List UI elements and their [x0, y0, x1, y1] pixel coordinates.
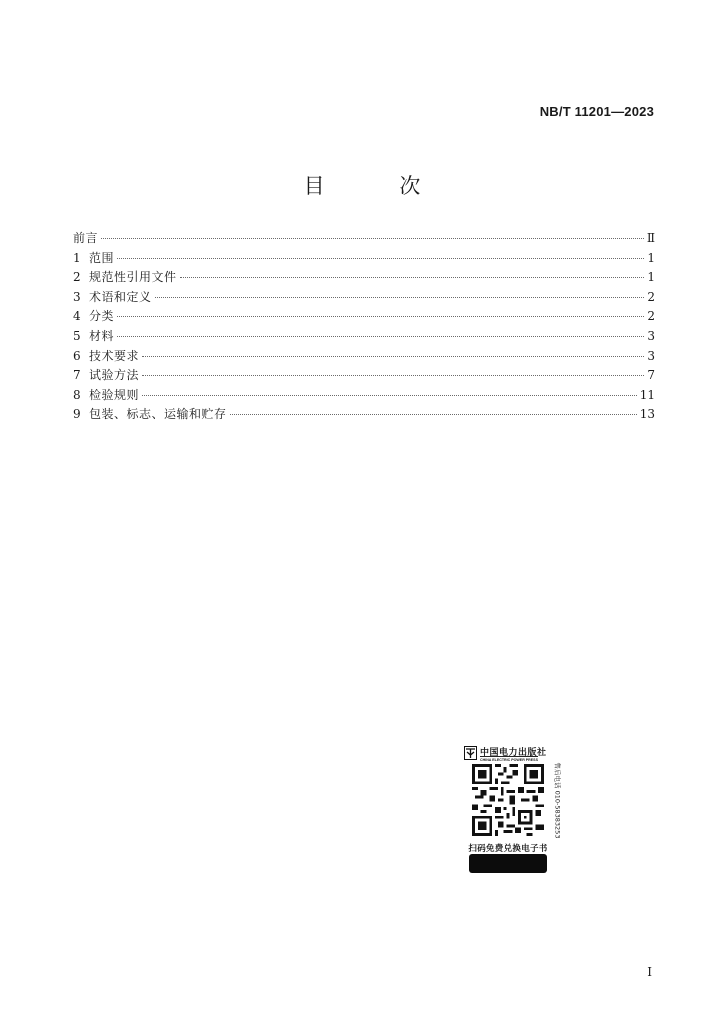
toc-entry-2[interactable]: [73, 268, 655, 288]
toc-leader: [142, 395, 637, 396]
toc-entry-title: 检验规则: [89, 387, 140, 402]
toc-entry-title: 前言: [73, 231, 99, 245]
toc-entry-foreword[interactable]: [73, 229, 655, 249]
toc-entry-4[interactable]: [73, 307, 655, 327]
toc-entry-page: 2: [647, 289, 655, 304]
toc-leader: [142, 356, 644, 357]
toc-entry-number: 2: [73, 270, 81, 285]
toc-entry-title: 技术要求: [89, 348, 140, 363]
toc-entry-title: 术语和定义: [89, 289, 152, 304]
toc-entry-page: 13: [639, 407, 655, 422]
toc-entry-title: 分类: [89, 309, 115, 324]
toc-entry-page: 7: [647, 368, 655, 383]
toc-entry-number: 5: [73, 328, 81, 343]
toc-entry-page: Ⅱ: [646, 231, 655, 245]
toc-entry-title: 材料: [89, 328, 115, 343]
toc-entry-number: 1: [73, 250, 81, 265]
toc-entry-page: 2: [647, 309, 655, 324]
toc-entry-number: 8: [73, 387, 81, 402]
toc-entry-3[interactable]: [73, 288, 655, 308]
toc-entry-1[interactable]: [73, 249, 655, 269]
toc-leader: [117, 336, 644, 337]
toc-entry-number: 7: [73, 368, 81, 383]
toc-leader: [180, 277, 644, 278]
toc-entry-8[interactable]: [73, 386, 655, 406]
service-phone: 售后电话 010-58383253: [553, 762, 562, 839]
standard-number: NB/T 11201—2023: [539, 104, 654, 119]
toc-entry-title: 规范性引用文件: [89, 270, 177, 285]
toc-entry-page: 3: [647, 348, 655, 363]
toc-leader: [117, 258, 644, 259]
toc-entry-number: 3: [73, 289, 81, 304]
page-title: 目 次: [303, 174, 455, 198]
toc-entry-number: 6: [73, 348, 81, 363]
toc-leader: [117, 316, 644, 317]
qr-caption: 扫码免费兑换电子书: [468, 844, 548, 854]
toc-entry-page: 3: [647, 328, 655, 343]
toc-entry-number: 4: [73, 309, 81, 324]
toc-leader: [155, 297, 644, 298]
page-number: I: [647, 965, 652, 979]
toc-entry-number: 9: [73, 407, 81, 422]
qr-sticker: [458, 744, 562, 876]
redacted-code-box: [469, 854, 547, 873]
toc-entry-5[interactable]: [73, 327, 655, 347]
toc-entry-page: 1: [647, 270, 655, 285]
toc-entry-page: 1: [647, 250, 655, 265]
qr-code-icon[interactable]: [472, 764, 544, 836]
toc-leader: [142, 375, 644, 376]
publisher-logo-icon: [464, 746, 477, 760]
toc-entry-page: 11: [639, 387, 655, 402]
toc-leader: [101, 238, 644, 239]
publisher-brand: [464, 746, 554, 762]
toc-entry-9[interactable]: [73, 405, 655, 425]
publisher-name-en: CHINA ELECTRIC POWER PRESS: [480, 757, 538, 762]
toc-entry-6[interactable]: [73, 347, 655, 367]
publisher-name: 中国电力出版社: [480, 748, 547, 758]
toc-entry-title: 包装、标志、运输和贮存: [89, 407, 227, 422]
toc-entry-title: 试验方法: [89, 368, 140, 383]
table-of-contents: [73, 229, 655, 425]
toc-entry-title: 范围: [89, 250, 115, 265]
toc-entry-7[interactable]: [73, 366, 655, 386]
toc-leader: [230, 414, 637, 415]
